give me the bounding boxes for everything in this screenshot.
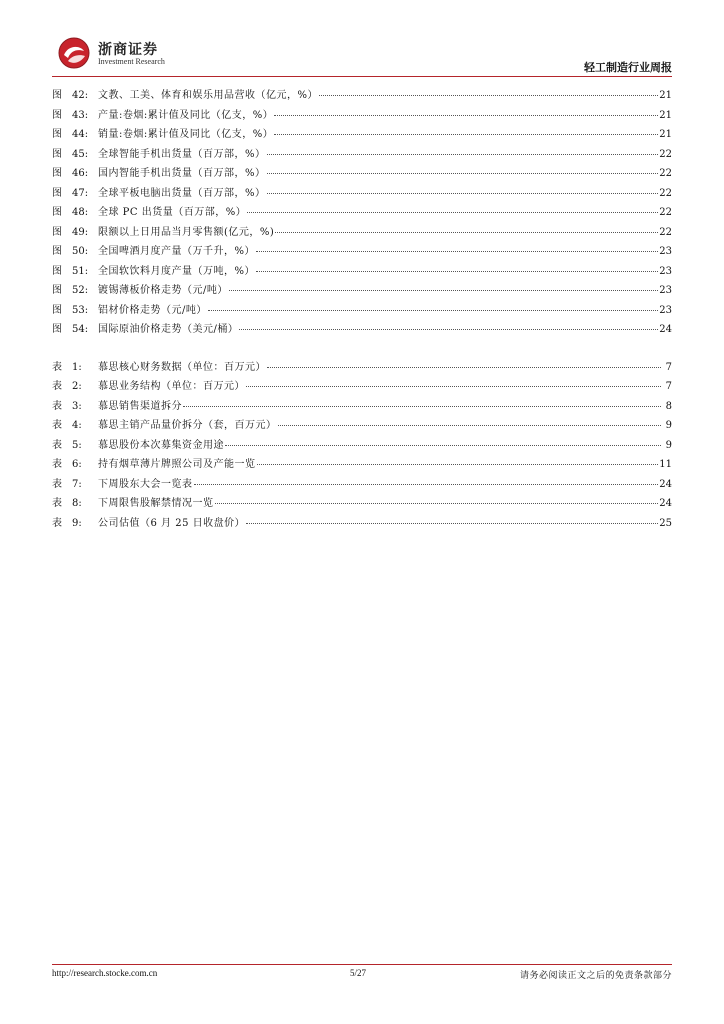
entry-number: 52: — [72, 285, 89, 296]
leader-dots — [183, 396, 661, 407]
table-index-row[interactable] — [52, 397, 672, 417]
entry-page-number: 21 — [659, 90, 672, 101]
logo-mark-icon — [56, 36, 92, 70]
leader-dots — [267, 183, 659, 194]
leader-dots — [225, 435, 661, 446]
table-index-row[interactable] — [52, 358, 672, 378]
entry-page-number: 21 — [659, 129, 672, 140]
entry-title: 慕思主销产品量价拆分（套，百万元） — [98, 420, 277, 431]
leader-dots — [267, 357, 661, 368]
entry-title: 铝材价格走势（元/吨） — [98, 304, 207, 316]
table-index-list — [52, 358, 672, 534]
entry-page-number: 9 — [665, 439, 672, 451]
entry-title: 产量:卷烟:累计值及同比（亿支，%） — [98, 109, 274, 121]
entry-number: 4: — [72, 420, 82, 431]
figure-index-row[interactable] — [52, 184, 672, 204]
entry-kind: 图 — [52, 207, 62, 218]
logo-chinese-name: 浙商证券 — [98, 42, 158, 58]
entry-number: 9: — [72, 517, 82, 529]
entry-page-number: 11 — [659, 459, 672, 470]
entry-title: 慕思核心财务数据（单位：百万元） — [98, 361, 266, 373]
figure-index-row[interactable] — [52, 164, 672, 184]
entry-page-number: 24 — [659, 498, 672, 509]
figure-index-row[interactable] — [52, 106, 672, 126]
entry-number: 47: — [72, 187, 89, 199]
figure-index-row[interactable] — [52, 125, 672, 145]
entry-title: 国际原油价格走势（美元/桶） — [98, 324, 239, 335]
entry-title: 慕思销售渠道拆分 — [98, 400, 182, 412]
leader-dots — [267, 144, 659, 155]
entry-page-number: 23 — [659, 304, 672, 316]
entry-page-number: 23 — [659, 265, 672, 277]
entry-title: 限额以上日用品当月零售额(亿元，%) — [98, 226, 275, 238]
figure-index-row[interactable] — [52, 242, 672, 262]
entry-kind: 图 — [52, 265, 62, 277]
table-index-row[interactable] — [52, 475, 672, 495]
entry-title: 销量:卷烟:累计值及同比（亿支，%） — [98, 129, 274, 140]
entry-page-number: 22 — [659, 187, 672, 199]
entry-kind: 图 — [52, 109, 62, 121]
entry-page-number: 7 — [665, 381, 672, 392]
entry-number: 49: — [72, 226, 89, 238]
entry-page-number: 24 — [659, 478, 672, 490]
leader-dots — [239, 319, 658, 330]
leader-dots — [247, 202, 658, 213]
entry-title: 全国软饮料月度产量（万吨，%） — [98, 265, 256, 277]
entry-kind: 表 — [52, 517, 62, 529]
entry-title: 文教、工美、体育和娱乐用品营收（亿元，%） — [98, 90, 319, 101]
entry-title: 全国啤酒月度产量（万千升，%） — [98, 246, 256, 257]
entry-kind: 图 — [52, 187, 62, 199]
entry-page-number: 22 — [659, 226, 672, 238]
entry-page-number: 24 — [659, 324, 672, 335]
entry-number: 6: — [72, 459, 82, 470]
footer-url-link[interactable]: http://research.stocke.com.cn — [52, 968, 158, 978]
entry-number: 7: — [72, 478, 82, 490]
leader-dots — [275, 222, 658, 233]
disclaimer-note: 请务必阅读正文之后的免责条款部分 — [519, 971, 672, 981]
leader-dots — [229, 280, 658, 291]
leader-dots — [208, 300, 658, 311]
entry-kind: 表 — [52, 420, 62, 431]
report-title: 轻工制造行业周报 — [584, 61, 672, 74]
figure-index-row[interactable] — [52, 223, 672, 243]
figure-index-row[interactable] — [52, 86, 672, 106]
figure-index-row[interactable] — [52, 301, 672, 321]
entry-kind: 表 — [52, 361, 62, 373]
page-number: 5/27 — [350, 968, 367, 978]
figure-index-row[interactable] — [52, 262, 672, 282]
entry-kind: 图 — [52, 246, 62, 257]
entry-kind: 图 — [52, 168, 62, 179]
leader-dots — [246, 376, 661, 387]
entry-page-number: 22 — [659, 207, 672, 218]
entry-title: 镀锡薄板价格走势（元/吨） — [98, 285, 228, 296]
entry-number: 48: — [72, 207, 89, 218]
entry-kind: 图 — [52, 324, 62, 335]
page-footer — [52, 968, 672, 982]
leader-dots — [267, 163, 659, 174]
leader-dots — [256, 261, 658, 272]
entry-title: 下周股东大会一览表 — [98, 478, 193, 490]
figure-index-row[interactable] — [52, 281, 672, 301]
entry-kind: 表 — [52, 381, 62, 392]
leader-dots — [215, 493, 659, 504]
logo-english-name: Investment Research — [98, 57, 165, 66]
entry-title: 全球 PC 出货量（百万部，%） — [98, 207, 247, 218]
entry-kind: 表 — [52, 498, 62, 509]
entry-kind: 图 — [52, 148, 62, 160]
entry-number: 51: — [72, 265, 89, 277]
figure-index-list — [52, 86, 672, 340]
header-divider — [52, 76, 672, 77]
entry-title: 持有烟草薄片牌照公司及产能一览 — [98, 459, 256, 470]
entry-page-number: 9 — [665, 420, 672, 431]
leader-dots — [274, 105, 658, 116]
table-index-row[interactable] — [52, 377, 672, 397]
entry-number: 1: — [72, 361, 82, 373]
table-index-row[interactable] — [52, 514, 672, 534]
entry-kind: 图 — [52, 90, 62, 101]
entry-kind: 图 — [52, 226, 62, 238]
entry-title: 慕思业务结构（单位：百万元） — [98, 381, 245, 392]
entry-number: 42: — [72, 90, 89, 101]
table-index-row[interactable] — [52, 455, 672, 475]
leader-dots — [319, 85, 658, 96]
leader-dots — [278, 415, 662, 426]
entry-number: 46: — [72, 168, 89, 179]
leader-dots — [246, 513, 658, 524]
entry-title: 全球智能手机出货量（百万部，%） — [98, 148, 266, 160]
entry-page-number: 7 — [665, 361, 672, 373]
entry-kind: 表 — [52, 478, 62, 490]
page-header — [52, 34, 672, 76]
entry-title: 下周限售股解禁情况一览 — [98, 498, 214, 509]
leader-dots — [194, 474, 659, 485]
footer-divider — [52, 964, 672, 965]
company-logo — [52, 34, 212, 74]
entry-number: 3: — [72, 400, 82, 412]
entry-title: 公司估值（6 月 25 日收盘价） — [98, 517, 246, 529]
entry-title: 国内智能手机出货量（百万部，%） — [98, 168, 266, 179]
leader-dots — [256, 241, 658, 252]
entry-kind: 表 — [52, 400, 62, 412]
entry-number: 5: — [72, 439, 82, 451]
table-index-row[interactable] — [52, 416, 672, 436]
entry-page-number: 8 — [665, 400, 672, 412]
entry-number: 43: — [72, 109, 89, 121]
entry-number: 53: — [72, 304, 89, 316]
entry-kind: 表 — [52, 439, 62, 451]
entry-kind: 图 — [52, 304, 62, 316]
table-index-row[interactable] — [52, 494, 672, 514]
entry-kind: 图 — [52, 129, 62, 140]
entry-kind: 图 — [52, 285, 62, 296]
leader-dots — [274, 124, 658, 135]
entry-page-number: 22 — [659, 168, 672, 179]
entry-number: 50: — [72, 246, 89, 257]
entry-title: 慕思股份本次募集资金用途 — [98, 439, 224, 451]
entry-page-number: 23 — [659, 285, 672, 296]
leader-dots — [257, 454, 659, 465]
entry-number: 44: — [72, 129, 89, 140]
entry-number: 2: — [72, 381, 82, 392]
entry-number: 45: — [72, 148, 89, 160]
entry-kind: 表 — [52, 459, 62, 470]
table-of-contents — [52, 86, 672, 533]
entry-number: 8: — [72, 498, 82, 509]
entry-page-number: 22 — [659, 148, 672, 160]
entry-page-number: 21 — [659, 109, 672, 121]
figure-index-row[interactable] — [52, 203, 672, 223]
entry-title: 全球平板电脑出货量（百万部，%） — [98, 187, 266, 199]
entry-number: 54: — [72, 324, 89, 335]
figure-index-row[interactable] — [52, 145, 672, 165]
table-index-row[interactable] — [52, 436, 672, 456]
entry-page-number: 25 — [659, 517, 672, 529]
figure-index-row[interactable] — [52, 320, 672, 340]
entry-page-number: 23 — [659, 246, 672, 257]
